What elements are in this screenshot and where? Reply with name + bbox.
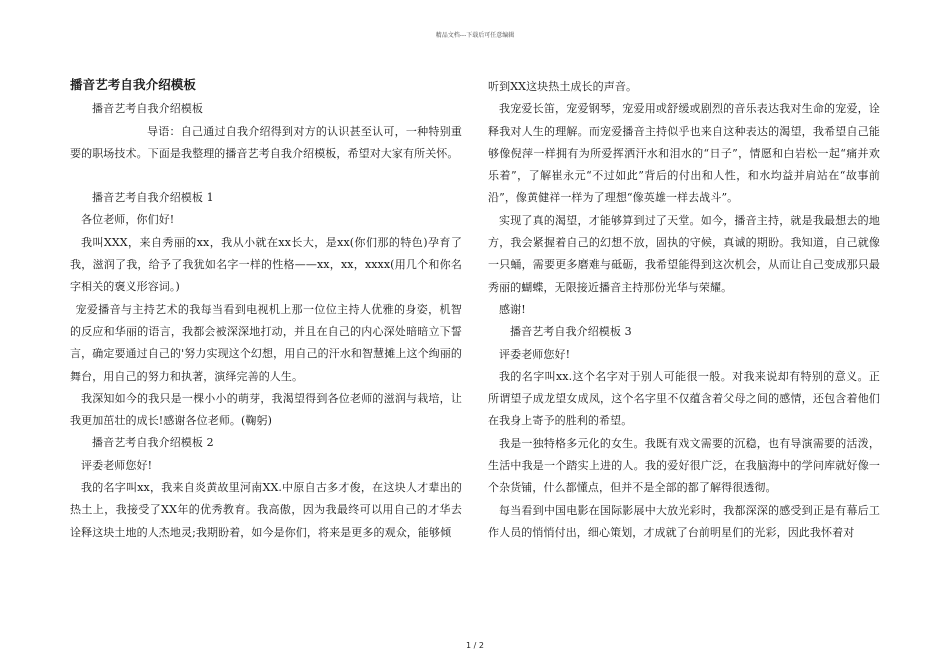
paragraph: 我叫XXX，来自秀丽的xx，我从小就在xx长大，是xx(你们那的特色)孕育了我，滋润了我，给予了我犹如名字一样的性格——xx，xx，xxxx(用几个和你名字相关的褒义形容词。) <box>70 235 462 294</box>
paragraph: 我的名字叫xx.这个名字对于别人可能很一般。对我来说却有特别的意义。正所谓望子成龙望女成凤，这个名字里不仅蕴含着父母之间的感情，还包含着他们在我身上寄予的胜利的希望。 <box>488 369 880 428</box>
page-number: 1 / 2 <box>466 641 484 650</box>
paragraph: 实现了真的渴望，才能够算到过了天堂。如今，播音主持，就是我最想去的地方，我会紧握着自己的幻想不放，固执的守候，真诚的期盼。我知道，自己就像一只蛹，需要更多磨难与砥砺，我希望能得到这次机会，从而让自己变成那只最秀丽的蝴蝶，无限接近播音主持那份光华与荣耀。 <box>488 213 880 294</box>
paragraph: 评委老师您好! <box>81 458 153 472</box>
paragraph: 播音艺考自我介绍模板 <box>92 102 203 116</box>
paragraph: 我宠爱长笛，宠爱钢琴，宠爱用或舒缓或剧烈的音乐表达我对生命的宠爱，诠释我对人生的理解。而宠爱播音主持似乎也来自这种表达的渴望，我希望自己能够像倪萍一样拥有为所爱挥洒汗水和泪水的“日子”，情愿和白岩松一起“痛并欢乐着”，了解崔永元“不过如此”背后的付出和人性，和水均益并肩站在“故事前沿”，像黄健祥一样为了理想“像英雄一样去战斗”。 <box>488 102 880 205</box>
paragraph: 播音艺考自我介绍模板 2 <box>92 436 214 450</box>
paragraph: 每当看到中国电影在国际影展中大放光彩时，我都深深的感受到正是有幕后工作人员的悄悄付出，细心策划，才成就了台前明星们的光彩，因此我怀着对 <box>488 503 880 539</box>
page-header: 精品文档---下载后可任意编辑 <box>435 32 515 39</box>
paragraph: 播音艺考自我介绍模板 3 <box>510 325 632 339</box>
paragraph: 我是一独特格多元化的女生。我既有戏文需要的沉稳，也有导演需要的活泼，生活中我是一个踏实上进的人。我的爱好很广泛，在我脑海中的学问库就好像一个杂货铺，什么都懂点，但并不是全部的都了解得很透彻。 <box>488 436 880 495</box>
paragraph: 导语：自己通过自我介绍得到对方的认识甚至认可，一种特别重要的职场技术。下面是我整理的播音艺考自我介绍模板，希望对大家有所关怀。 <box>70 124 462 160</box>
paragraph: 宠爱播音与主持艺术的我每当看到电视机上那一位位主持人优雅的身姿，机智的反应和华丽的语言，我都会被深深地打动，并且在自己的内心深处暗暗立下誓言，确定要通过自己的'努力实现这个幻想，用自己的汗水和智慧摊上这个绚丽的舞台，用自己的努力和执著，演绎完善的人生。 <box>70 302 462 383</box>
document-title: 播音艺考自我介绍模板 <box>70 77 197 92</box>
left-column <box>70 74 462 544</box>
right-column <box>488 76 880 544</box>
paragraph: 听到XX这块热土成长的声音。 <box>488 80 638 93</box>
paragraph: 我深知如今的我只是一棵小小的萌芽，我渴望得到各位老师的滋润与栽培，让我更加茁壮的成长!感谢各位老师。(鞠躬) <box>70 391 462 428</box>
paragraph: 感谢! <box>499 302 526 316</box>
paragraph-gap <box>70 165 462 187</box>
paragraph: 各位老师，你们好! <box>81 213 175 227</box>
paragraph: 播音艺考自我介绍模板 1 <box>92 191 214 205</box>
paragraph: 评委老师您好! <box>499 347 571 361</box>
paragraph: 我的名字叫xx，我来自炎黄故里河南XX.中原自古多才俊，在这块人才辈出的热土上，我接受了XX年的优秀教育。我高傲，因为我最终可以用自己的才华去诠释这块土地的人杰地灵;我期盼着，如今是你们，将来是更多的观众，能够倾 <box>70 481 462 539</box>
